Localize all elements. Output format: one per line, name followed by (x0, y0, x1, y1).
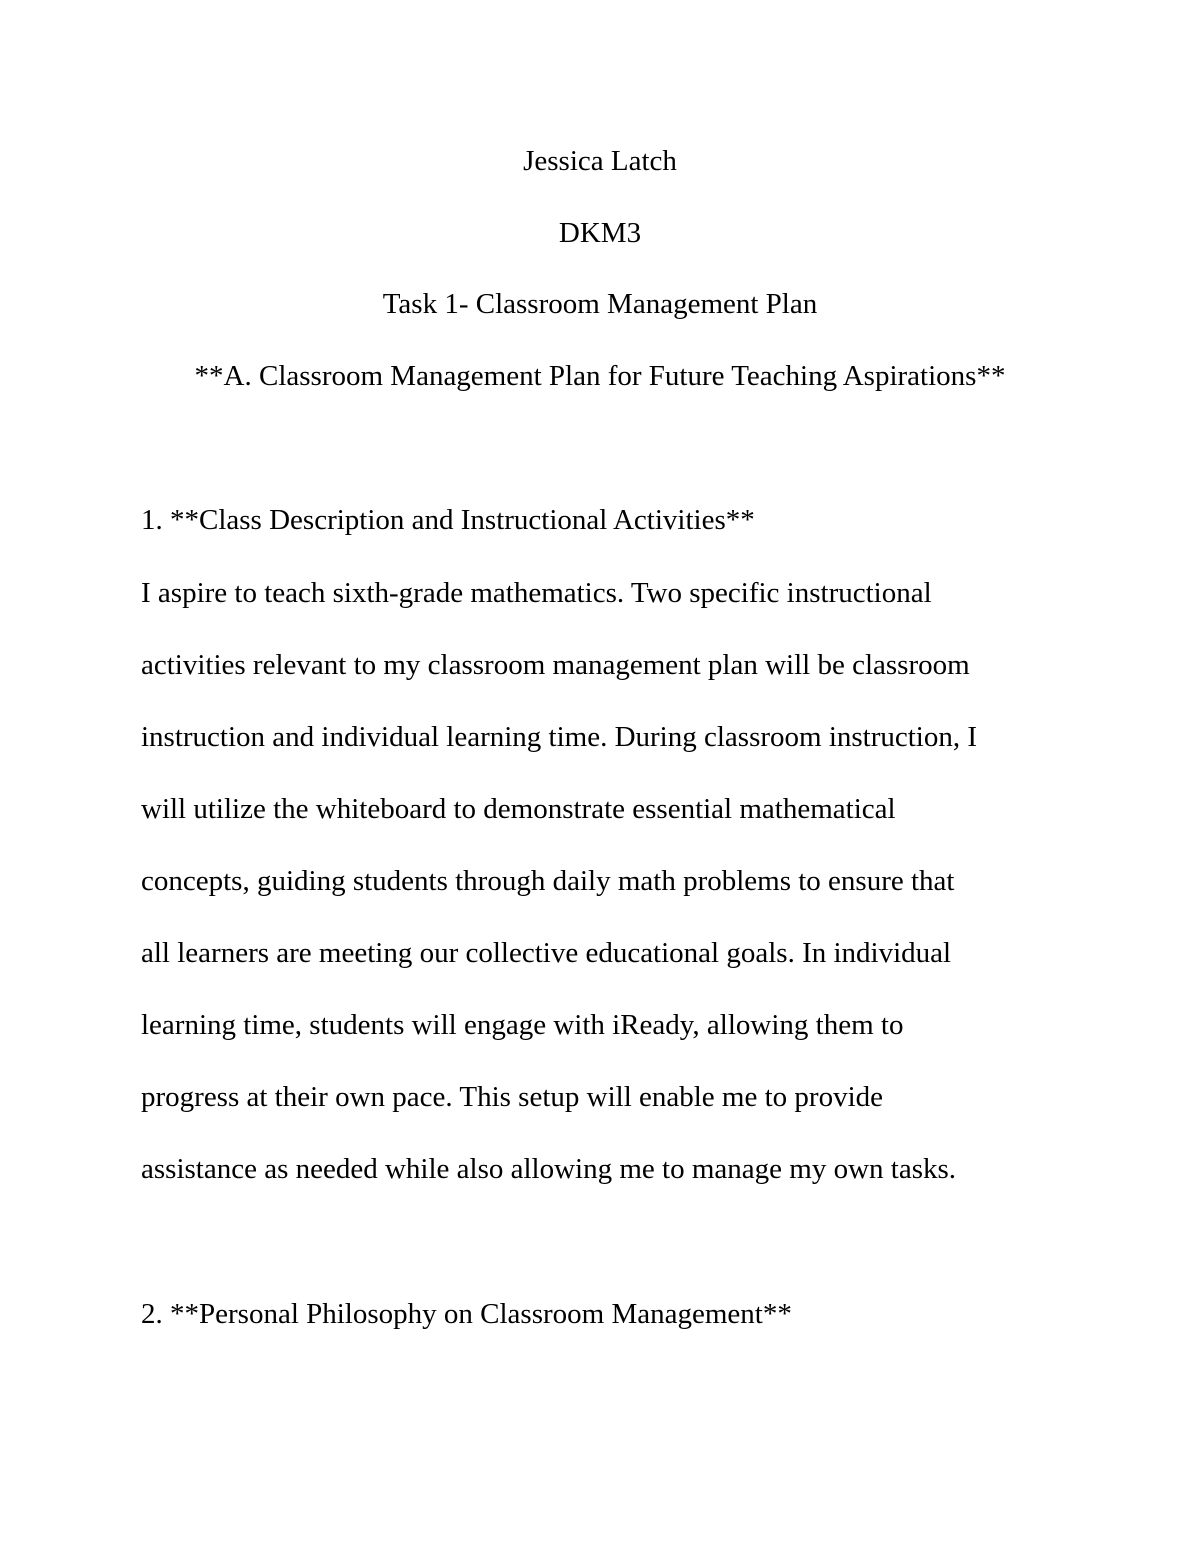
paragraph-line: concepts, guiding students through daily math problems to ensure that (141, 865, 955, 897)
paragraph-line: progress at their own pace. This setup will enable me to provide (141, 1081, 883, 1113)
course-code: DKM3 (558, 217, 642, 249)
subsection-heading-1: 1. **Class Description and Instructional Activities** (141, 504, 755, 536)
paragraph-line: all learners are meeting our collective educational goals. In individual (141, 937, 952, 969)
author-name: Jessica Latch (523, 145, 677, 177)
paragraph-line: will utilize the whiteboard to demonstrate essential mathematical (141, 793, 896, 825)
task-title: Task 1- Classroom Management Plan (382, 288, 818, 320)
section-heading: **A. Classroom Management Plan for Future Teaching Aspirations** (194, 360, 1006, 392)
paragraph-line: I aspire to teach sixth-grade mathematics. Two specific instructional (141, 577, 932, 609)
paragraph-line: assistance as needed while also allowing me to manage my own tasks. (141, 1153, 957, 1185)
subsection-heading-2: 2. **Personal Philosophy on Classroom Management** (141, 1298, 792, 1330)
paragraph-line: instruction and individual learning time. During classroom instruction, I (141, 721, 978, 753)
paragraph-line: learning time, students will engage with iReady, allowing them to (141, 1009, 904, 1041)
paragraph-line: activities relevant to my classroom management plan will be classroom (141, 649, 970, 681)
